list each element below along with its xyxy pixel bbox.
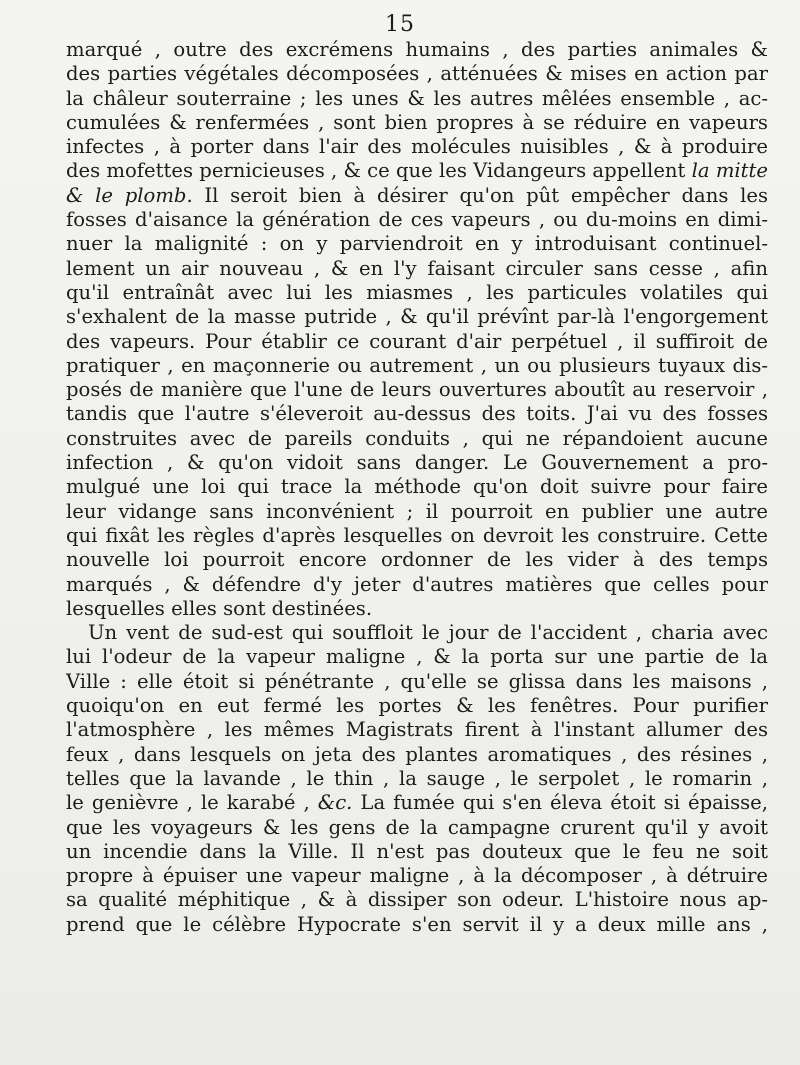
text-line	[66, 791, 768, 815]
text-line: l'atmosphère , les mêmes Magistrats firent à l'instant allumer des	[66, 718, 768, 742]
text-line: qu'il entraînât avec lui les miasmes , les particules volatiles qui	[66, 280, 768, 304]
text-line: telles que la lavande , le thin , la sauge , le serpolet , le romarin ,	[66, 766, 768, 790]
text-line: cumulées & renfermées , sont bien propres à se réduire en vapeurs	[66, 110, 768, 134]
text-line: des vapeurs. Pour établir ce courant d'air perpétuel , il suffiroit de	[66, 329, 768, 353]
text-line: fosses d'aisance la génération de ces vapeurs , ou du-moins en dimi-	[66, 208, 768, 232]
text-line: leur vidange sans inconvénient ; il pourroit en publier une autre	[66, 499, 768, 523]
text-line: lui l'odeur de la vapeur maligne , & la porta sur une partie de la	[66, 645, 768, 669]
text-line: posés de manière que l'une de leurs ouvertures aboutît au reservoir ,	[66, 378, 768, 402]
text-line: pratiquer , en maçonnerie ou autrement , un ou plusieurs tuyaux dis-	[66, 353, 768, 377]
text-line: nouvelle loi pourroit encore ordonner de les vider à des temps	[66, 548, 768, 572]
text-line: Ville : elle étoit si pénétrante , qu'elle se glissa dans les maisons ,	[66, 669, 768, 693]
text-line: mulgué une loi qui trace la méthode qu'on doit suivre pour faire	[66, 475, 768, 499]
text-line: marqué , outre des excrémens humains , des parties animales &	[66, 38, 768, 61]
text-line: infectes , à porter dans l'air des molécules nuisibles , & à produire	[66, 135, 768, 159]
text-line: lement un air nouveau , & en l'y faisant circuler sans cesse , afin	[66, 256, 768, 280]
paragraph-1	[66, 38, 768, 621]
text-line: sa qualité méphitique , & à dissiper son odeur. L'histoire nous ap-	[66, 888, 768, 912]
text-line	[66, 159, 768, 183]
text-line: Un vent de sud-est qui souffloit le jour de l'accident , charia avec	[88, 621, 768, 645]
text-line: propre à épuiser une vapeur maligne , à la décomposer , à détruire	[66, 864, 768, 888]
text-line: un incendie dans la Ville. Il n'est pas douteux que le feu ne soit	[66, 839, 768, 863]
text-line: lesquelles elles sont destinées.	[66, 596, 373, 620]
text-line	[66, 184, 768, 208]
text-segment: des mofettes pernicieuses , & ce que les Vidangeurs appellent	[66, 159, 692, 183]
text-line: construites avec de pareils conduits , qui ne répandoient aucune	[66, 426, 768, 450]
text-line: feux , dans lesquels on jeta des plantes aromatiques , des résines ,	[66, 742, 768, 766]
text-line: la châleur souterraine ; les unes & les autres mêlées ensemble , ac-	[66, 86, 768, 110]
text-line: des parties végétales décomposées , atténuées & mises en action par	[66, 62, 768, 86]
page-text	[66, 38, 768, 937]
text-line: nuer la malignité : on y parviendroit en y introduisant continuel-	[66, 232, 768, 256]
text-line: quoiqu'on en eut fermé les portes & les fenêtres. Pour purifier	[66, 694, 768, 718]
italic-term: & le plomb.	[66, 183, 193, 207]
text-line: tandis que l'autre s'éleveroit au-dessus des toits. J'ai vu des fosses	[66, 402, 768, 426]
paragraph-2	[66, 621, 768, 937]
text-segment: La fumée qui s'en éleva étoit si épaisse,	[352, 791, 769, 815]
text-line: infection , & qu'on vidoit sans danger. Le Gouvernement a pro-	[66, 451, 768, 475]
text-segment: Il seroit bien à désirer qu'on pût empêcher dans les	[192, 183, 769, 207]
text-segment: le genièvre , le karabé ,	[66, 791, 318, 815]
text-line: qui fixât les règles d'après lesquelles on devroit les construire. Cette	[66, 523, 768, 547]
italic-term: &c.	[317, 791, 353, 815]
text-line: que les voyageurs & les gens de la campagne crurent qu'il y avoit	[66, 815, 768, 839]
text-line: marqués , & défendre d'y jeter d'autres matières que celles pour	[66, 572, 768, 596]
page-number: 15	[385, 12, 415, 37]
text-line: prend que le célèbre Hypocrate s'en servit il y a deux mille ans ,	[66, 912, 768, 936]
italic-term: la mitte	[691, 159, 769, 183]
text-line: s'exhalent de la masse putride , & qu'il prévînt par-là l'engorgement	[66, 305, 768, 329]
